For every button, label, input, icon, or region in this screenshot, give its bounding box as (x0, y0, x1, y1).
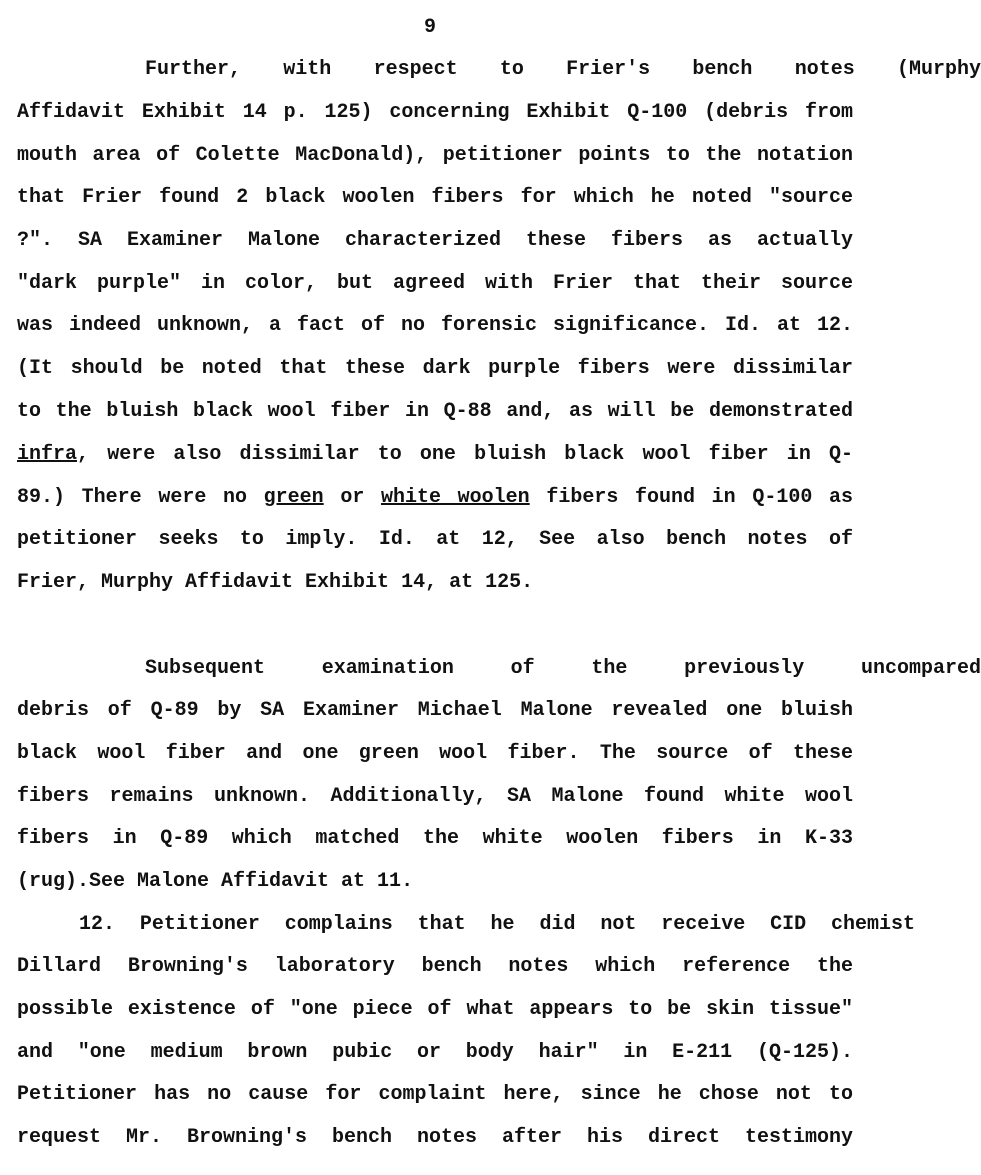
text-segment: fibers found in Q-100 as (529, 486, 853, 509)
text-line: black wool fiber and one green wool fiber. The source of these (17, 742, 853, 765)
text-line: and "one medium brown pubic or body hair" in E-211 (Q-125). (17, 1041, 853, 1064)
text-line: petitioner seeks to imply. Id. at 12, See also bench notes of (17, 528, 853, 551)
text-line: "dark purple" in color, but agreed with Frier that their source (17, 272, 853, 295)
text-line: request Mr. Browning's bench notes after his direct testimony (17, 1126, 853, 1149)
text-line: fibers remains unknown. Additionally, SA Malone found white wool (17, 785, 853, 808)
text-line: to the bluish black wool fiber in Q-88 and, as will be demonstrated (17, 400, 853, 423)
text-line: was indeed unknown, a fact of no forensic significance. Id. at 12. (17, 314, 853, 337)
text-line: possible existence of "one piece of what appears to be skin tissue" (17, 998, 853, 1021)
text-line (17, 441, 853, 469)
text-line (17, 484, 853, 512)
text-segment: 89.) There were no (17, 486, 264, 509)
text-line: fibers in Q-89 which matched the white woolen fibers in K-33 (17, 827, 853, 850)
text-segment: or (323, 486, 381, 509)
text-line: (rug).See Malone Affidavit at 11. (17, 870, 414, 893)
underlined-infra: infra (17, 443, 78, 466)
text-line: Further, with respect to Frier's bench notes (Murphy (145, 58, 981, 81)
text-line: 12. Petitioner complains that he did not receive CID chemist (79, 913, 915, 936)
text-line: Frier, Murphy Affidavit Exhibit 14, at 125. (17, 571, 534, 594)
text-line: (It should be noted that these dark purple fibers were dissimilar (17, 357, 853, 380)
text-segment: , were also dissimilar to one bluish black wool fiber in Q- (77, 443, 853, 466)
text-line: Petitioner has no cause for complaint here, since he chose not to (17, 1083, 853, 1106)
text-line: Affidavit Exhibit 14 p. 125) concerning Exhibit Q-100 (debris from (17, 101, 853, 124)
underlined-white-woolen: white woolen (380, 486, 530, 509)
text-line: mouth area of Colette MacDonald), petitioner points to the notation (17, 144, 853, 167)
text-line: Subsequent examination of the previously uncompared (145, 657, 981, 680)
text-line: Dillard Browning's laboratory bench notes which reference the (17, 955, 853, 978)
text-line: that Frier found 2 black woolen fibers for which he noted "source (17, 186, 853, 209)
page-number: 9 (423, 16, 436, 39)
underlined-green: green (263, 486, 324, 509)
text-line: debris of Q-89 by SA Examiner Michael Malone revealed one bluish (17, 699, 853, 722)
text-line: ?". SA Examiner Malone characterized these fibers as actually (17, 229, 853, 252)
